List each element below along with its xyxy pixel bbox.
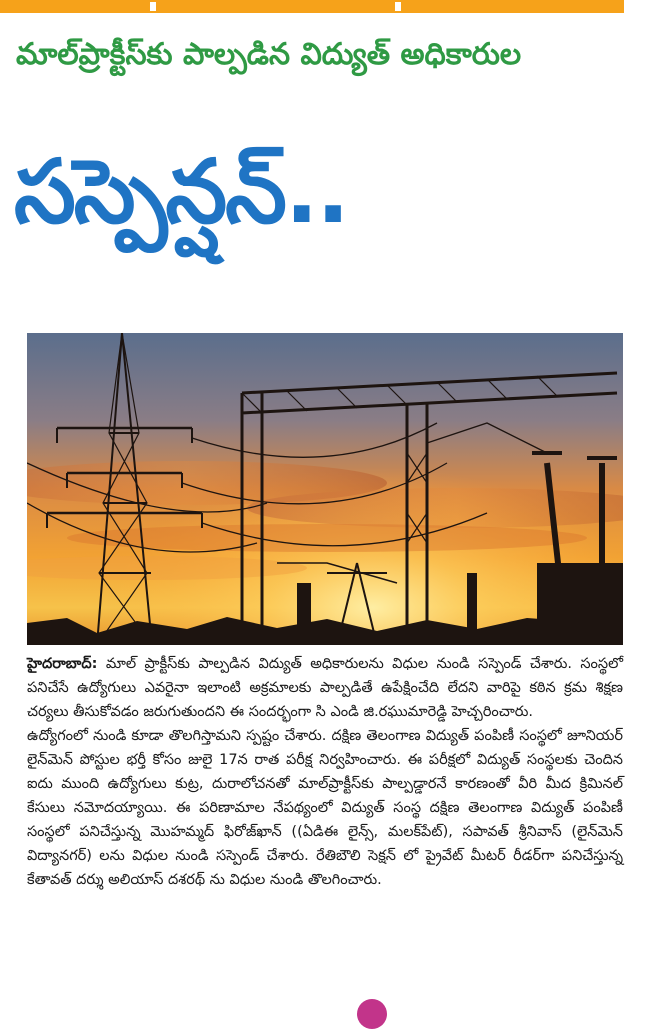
article-paragraph	[27, 652, 623, 724]
article-headline: సస్పెన్షన్..	[14, 140, 348, 243]
page-marker-icon	[357, 999, 387, 1029]
power-transmission-towers-sunset-photo	[27, 333, 623, 645]
paragraph-text: మాల్ ప్రాక్టీస్‌కు పాల్పడిన విద్యుత్ అధికారులను విధుల నుండి సస్పెండ్ చేశారు. సంస్థలో పనిచేసే ఉద్యోగులు ఎవరైనా ఇలాంటి అక్రమాలకు పాల్పడితే ఉపేక్షించేది లేదని వారిపై కఠిన క్రమ శిక్షణ చర్యలు తీసుకోవడం జరుగుతుందని ఈ సందర్భంగా సి ఎండి జి.రఘుమారెడ్డి హెచ్చరించారు.	[27, 656, 623, 720]
article-body	[27, 652, 623, 892]
article-kicker: మాల్‌ప్రాక్టీస్‌కు పాల్పడిన విద్యుత్ అధికారుల	[16, 37, 522, 72]
top-color-strip	[0, 0, 624, 13]
dateline: హైదరాబాద్:	[27, 656, 98, 672]
strip-divider	[395, 2, 401, 11]
article-paragraph: ఉద్యోగంలో నుండి కూడా తొలగిస్తామని స్పష్టం చేశారు. దక్షిణ తెలంగాణ విద్యుత్ పంపిణీ సంస్థలో జూనియర్ లైన్‌మెన్ పోస్టుల భర్తీ కోసం జులై 17న రాత పరీక్ష నిర్వహించారు. ఈ పరీక్షలో విద్యుత్ సంస్థలకు చెందిన ఐదు ముంది ఉద్యోగులు కుట్ర, దురాలోచనతో మాల్‌ప్రాక్టీస్‌కు పాల్పడ్డారనే కారణంతో వీరి మీద క్రిమినల్ కేసులు నమోదయ్యాయి. ఈ పరిణామాల నేపథ్యంలో విద్యుత్ సంస్థ దక్షిణ తెలంగాణ విద్యుత్ పంపిణీ సంస్థలో పనిచేస్తున్న మొహమ్మద్ ఫిరోజ్‌ఖాన్ ((ఏడిఈ లైన్స్, మలక్‌పేట్), సపావత్ శ్రీనివాస్ (లైన్‌మెన్ విద్యానగర్) లను విధుల నుండి సస్పెండ్ చేశారు. రేతిబౌలి సెక్షన్ లో ప్రైవేట్ మీటర్ రీడర్‌గా పనిచేస్తున్న కేతావత్ దర్శు అలియాస్ దశరథ్ ను విధుల నుండి తొలగించారు.	[27, 728, 623, 888]
strip-divider	[150, 2, 156, 11]
